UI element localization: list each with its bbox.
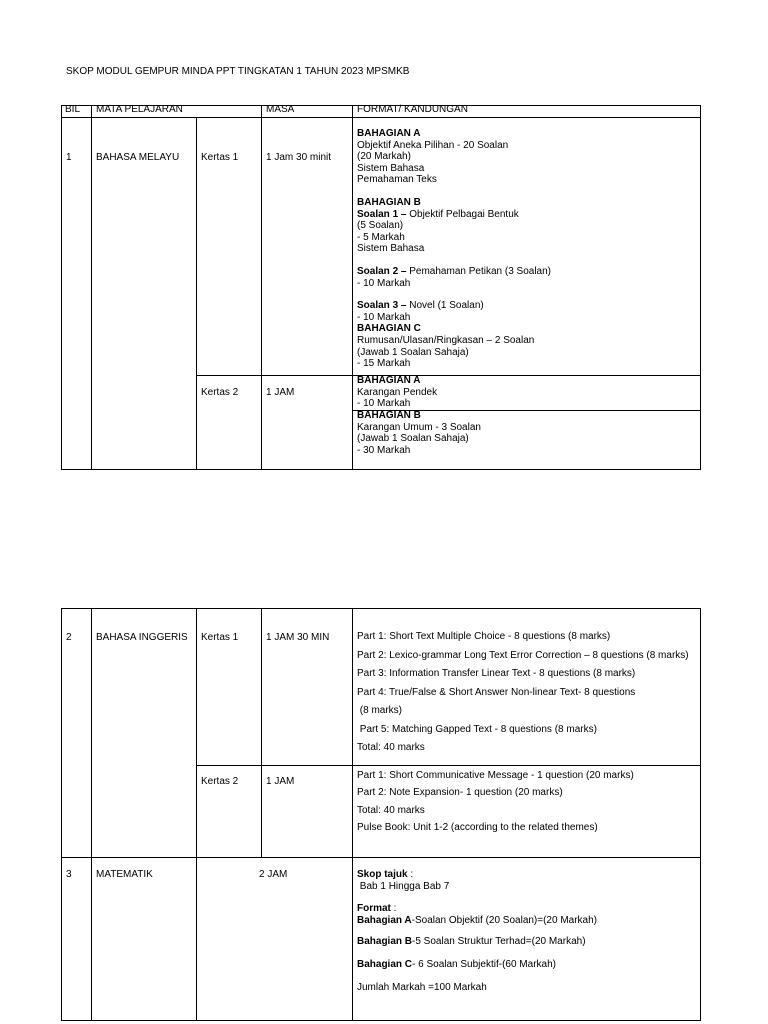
content-line: - 10 Markah	[357, 311, 411, 323]
content-line: Format :	[357, 903, 397, 915]
content-line: Part 1: Short Communicative Message - 1 question (20 marks)	[357, 770, 634, 781]
content-line: - 10 Markah	[357, 398, 411, 410]
content-line: Karangan Umum - 3 Soalan	[357, 421, 481, 433]
paper-name: Kertas 1	[201, 152, 239, 163]
content-line: Soalan 1 – Objektif Pelbagai Bentuk	[357, 208, 519, 220]
content-line: Skop tajuk :	[357, 869, 414, 880]
column-divider	[91, 608, 92, 1021]
content-line: - 10 Markah	[357, 277, 411, 289]
content-line: (5 Soalan)	[357, 220, 404, 232]
content-line: (8 marks)	[357, 705, 402, 716]
section-title: BAHAGIAN B	[357, 410, 421, 421]
content-line: Sistem Bahasa	[357, 162, 425, 174]
content-line: Part 1: Short Text Multiple Choice - 8 questions (8 marks)	[357, 631, 611, 642]
row-number: 1	[66, 152, 72, 163]
format-content-kertas-2	[357, 375, 697, 410]
table-border-left	[61, 608, 62, 1021]
section-title: BAHAGIAN C	[357, 323, 421, 335]
row-number: 3	[66, 869, 72, 880]
table-border-bottom	[61, 469, 701, 470]
content-line: Part 5: Matching Gapped Text - 8 questions (8 marks)	[357, 723, 597, 735]
content-line: Sistem Bahasa	[357, 243, 425, 255]
table-border-left	[61, 105, 62, 470]
format-content-kertas-2-b	[357, 410, 697, 456]
paper-name: Kertas 1	[201, 632, 239, 643]
table-border-right	[700, 608, 701, 1021]
section-title: BAHAGIAN A	[357, 128, 421, 139]
paper-duration: 2 JAM	[259, 869, 288, 880]
content-line: Bahagian C- 6 Soalan Subjektif-(60 Markah)	[357, 958, 556, 970]
format-content-kertas-1	[357, 128, 697, 370]
content-line: Bahagian A-Soalan Objektif (20 Soalan)=(20 Markah)	[357, 914, 598, 926]
row-divider	[61, 857, 701, 858]
column-divider	[196, 117, 197, 470]
header-format: FORMAT/ KANDUNGAN	[357, 104, 468, 115]
content-line: Rumusan/Ulasan/Ringkasan – 2 Soalan	[357, 334, 535, 346]
table-border-bottom	[61, 1020, 701, 1021]
content-line: Part 3: Information Transfer Linear Text - 8 questions (8 marks)	[357, 668, 636, 679]
format-content-kertas-1	[357, 628, 697, 758]
content-line: Pemahaman Teks	[357, 174, 437, 186]
header-time: MASA	[266, 104, 295, 115]
subject-name: MATEMATIK	[96, 869, 153, 880]
format-content-matematik	[357, 869, 697, 993]
column-divider	[196, 608, 197, 1021]
content-line: Soalan 3 – Novel (1 Soalan)	[357, 300, 484, 312]
content-line: Jumlah Markah =100 Markah	[357, 981, 487, 993]
content-line: Objektif Aneka Pilihan - 20 Soalan	[357, 139, 509, 151]
paper-name: Kertas 2	[201, 776, 239, 787]
header-row-divider	[61, 117, 701, 118]
header-bil: BIL	[65, 104, 81, 115]
format-content-kertas-2	[357, 767, 697, 836]
paper-duration: 1 JAM	[266, 387, 295, 398]
content-line: (Jawab 1 Soalan Sahaja)	[357, 433, 469, 445]
content-line: Total: 40 marks	[357, 742, 425, 753]
paper-duration: 1 JAM	[266, 776, 295, 787]
content-line: Soalan 2 – Pemahaman Petikan (3 Soalan)	[357, 265, 551, 277]
subject-name: BAHASA INGGERIS	[96, 632, 188, 643]
content-line: - 30 Markah	[357, 444, 411, 456]
column-divider	[352, 608, 353, 1021]
paper-name: Kertas 2	[201, 387, 239, 398]
table-border-top	[61, 608, 701, 609]
content-line: - 15 Markah	[357, 358, 411, 370]
content-line: (20 Markah)	[357, 151, 411, 163]
column-divider	[261, 608, 262, 858]
subject-name: BAHASA MELAYU	[96, 152, 180, 163]
content-line: Bab 1 Hingga Bab 7	[357, 880, 450, 892]
content-line: Part 2: Lexico-grammar Long Text Error Correction – 8 questions (8 marks)	[357, 649, 689, 661]
content-line: Pulse Book: Unit 1-2 (according to the related themes)	[357, 821, 598, 833]
section-title: BAHAGIAN A	[357, 375, 421, 386]
header-subject: MATA PELAJARAN	[96, 104, 183, 115]
column-divider	[352, 105, 353, 470]
content-line: Karangan Pendek	[357, 386, 438, 398]
column-divider	[91, 105, 92, 470]
table-border-right	[700, 105, 701, 470]
content-line: Total: 40 marks	[357, 804, 425, 816]
content-line: Bahagian B-5 Soalan Struktur Terhad=(20 Markah)	[357, 936, 586, 948]
column-divider	[261, 105, 262, 470]
kertas-row-divider	[196, 765, 701, 766]
content-line: - 5 Markah	[357, 231, 405, 243]
content-line: Part 2: Note Expansion- 1 question (20 marks)	[357, 787, 563, 799]
row-number: 2	[66, 632, 72, 643]
section-title: BAHAGIAN B	[357, 196, 421, 208]
content-line: Part 4: True/False & Short Answer Non-linear Text- 8 questions	[357, 686, 636, 698]
content-line: (Jawab 1 Soalan Sahaja)	[357, 346, 469, 358]
paper-duration: 1 Jam 30 minit	[266, 152, 332, 163]
document-title: SKOP MODUL GEMPUR MINDA PPT TINGKATAN 1 TAHUN 2023 MPSMKB	[66, 66, 410, 77]
paper-duration: 1 JAM 30 MIN	[266, 632, 330, 643]
